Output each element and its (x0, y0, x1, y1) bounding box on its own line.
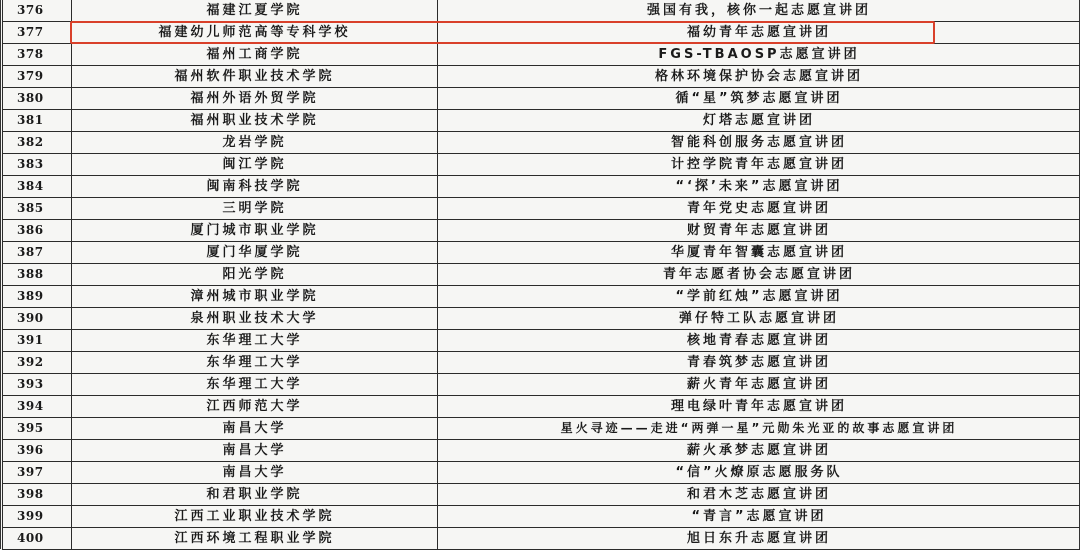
table-row (3, 110, 1080, 132)
team-name: 理电绿叶青年志愿宣讲团 (438, 396, 1080, 418)
team-name: FGS-TBAOSP志愿宣讲团 (438, 44, 1080, 66)
row-number: 398 (3, 484, 72, 506)
team-name: 计控学院青年志愿宣讲团 (438, 154, 1080, 176)
table-row (3, 462, 1080, 484)
school-name: 闽南科技学院 (72, 176, 438, 198)
school-name: 和君职业学院 (72, 484, 438, 506)
table-row (3, 286, 1080, 308)
team-name: 旭日东升志愿宣讲团 (438, 528, 1080, 550)
table-row (3, 176, 1080, 198)
school-name: 江西环境工程职业学院 (72, 528, 438, 550)
row-number: 387 (3, 242, 72, 264)
team-name: 核地青春志愿宣讲团 (438, 330, 1080, 352)
school-name: 福州软件职业技术学院 (72, 66, 438, 88)
school-name: 南昌大学 (72, 440, 438, 462)
table-row (3, 506, 1080, 528)
school-name: 闽江学院 (72, 154, 438, 176)
team-name: 福幼青年志愿宣讲团 (438, 22, 1080, 44)
table-row (3, 88, 1080, 110)
table-row (3, 528, 1080, 550)
row-number: 382 (3, 132, 72, 154)
team-name: “学前红烛”志愿宣讲团 (438, 286, 1080, 308)
row-number: 393 (3, 374, 72, 396)
team-name: 薪火青年志愿宣讲团 (438, 374, 1080, 396)
school-name: 福建江夏学院 (72, 0, 438, 22)
school-name: 福州工商学院 (72, 44, 438, 66)
team-name: 青年志愿者协会志愿宣讲团 (438, 264, 1080, 286)
school-name: 东华理工大学 (72, 374, 438, 396)
school-name: 福州职业技术学院 (72, 110, 438, 132)
table-row (3, 484, 1080, 506)
table-row (3, 66, 1080, 88)
row-number: 391 (3, 330, 72, 352)
row-number: 378 (3, 44, 72, 66)
team-name: 青春筑梦志愿宣讲团 (438, 352, 1080, 374)
row-number: 399 (3, 506, 72, 528)
team-name: 星火寻迹——走进“两弹一星”元勋朱光亚的故事志愿宣讲团 (438, 418, 1080, 440)
row-number: 395 (3, 418, 72, 440)
school-name: 漳州城市职业学院 (72, 286, 438, 308)
table-row (3, 154, 1080, 176)
row-number: 390 (3, 308, 72, 330)
row-number: 384 (3, 176, 72, 198)
team-name: 格林环境保护协会志愿宣讲团 (438, 66, 1080, 88)
school-name: 三明学院 (72, 198, 438, 220)
row-number: 392 (3, 352, 72, 374)
school-name: 福州外语外贸学院 (72, 88, 438, 110)
school-name: 厦门华厦学院 (72, 242, 438, 264)
table-row (3, 440, 1080, 462)
table-row (3, 374, 1080, 396)
team-name: 强国有我，核你一起志愿宣讲团 (438, 0, 1080, 22)
table-row (3, 418, 1080, 440)
school-name: 龙岩学院 (72, 132, 438, 154)
school-name: 江西师范大学 (72, 396, 438, 418)
row-number: 397 (3, 462, 72, 484)
row-number: 396 (3, 440, 72, 462)
table-row (3, 308, 1080, 330)
table-row (3, 220, 1080, 242)
table-row-highlighted (3, 22, 1080, 44)
row-number: 386 (3, 220, 72, 242)
row-number: 380 (3, 88, 72, 110)
volunteer-team-table (2, 0, 1080, 550)
team-name: “‘探’未来”志愿宣讲团 (438, 176, 1080, 198)
table-row (3, 264, 1080, 286)
row-number: 388 (3, 264, 72, 286)
table-row (3, 330, 1080, 352)
team-name: 循“星”筑梦志愿宣讲团 (438, 88, 1080, 110)
team-name: 薪火承梦志愿宣讲团 (438, 440, 1080, 462)
school-name: 东华理工大学 (72, 352, 438, 374)
school-name: 江西工业职业技术学院 (72, 506, 438, 528)
row-number: 376 (3, 0, 72, 22)
row-number: 379 (3, 66, 72, 88)
row-number: 389 (3, 286, 72, 308)
table-row (3, 396, 1080, 418)
team-name: 华厦青年智囊志愿宣讲团 (438, 242, 1080, 264)
row-number: 383 (3, 154, 72, 176)
school-name: 福建幼儿师范高等专科学校 (72, 22, 438, 44)
table-row (3, 242, 1080, 264)
team-name: “信”火燎原志愿服务队 (438, 462, 1080, 484)
table-row (3, 198, 1080, 220)
table-row (3, 132, 1080, 154)
school-name: 南昌大学 (72, 418, 438, 440)
team-name: 弹仔特工队志愿宣讲团 (438, 308, 1080, 330)
team-name: 智能科创服务志愿宣讲团 (438, 132, 1080, 154)
school-name: 东华理工大学 (72, 330, 438, 352)
table-row (3, 352, 1080, 374)
team-name: 青年党史志愿宣讲团 (438, 198, 1080, 220)
school-name: 泉州职业技术大学 (72, 308, 438, 330)
table-row (3, 0, 1080, 22)
team-name: 和君木芝志愿宣讲团 (438, 484, 1080, 506)
school-name: 阳光学院 (72, 264, 438, 286)
row-number: 394 (3, 396, 72, 418)
table-row (3, 44, 1080, 66)
school-name: 厦门城市职业学院 (72, 220, 438, 242)
team-name: 灯塔志愿宣讲团 (438, 110, 1080, 132)
team-name: “青言”志愿宣讲团 (438, 506, 1080, 528)
row-number: 381 (3, 110, 72, 132)
school-name: 南昌大学 (72, 462, 438, 484)
row-number: 385 (3, 198, 72, 220)
row-number: 377 (3, 22, 72, 44)
row-number: 400 (3, 528, 72, 550)
table-body (3, 0, 1080, 550)
team-name: 财贸青年志愿宣讲团 (438, 220, 1080, 242)
